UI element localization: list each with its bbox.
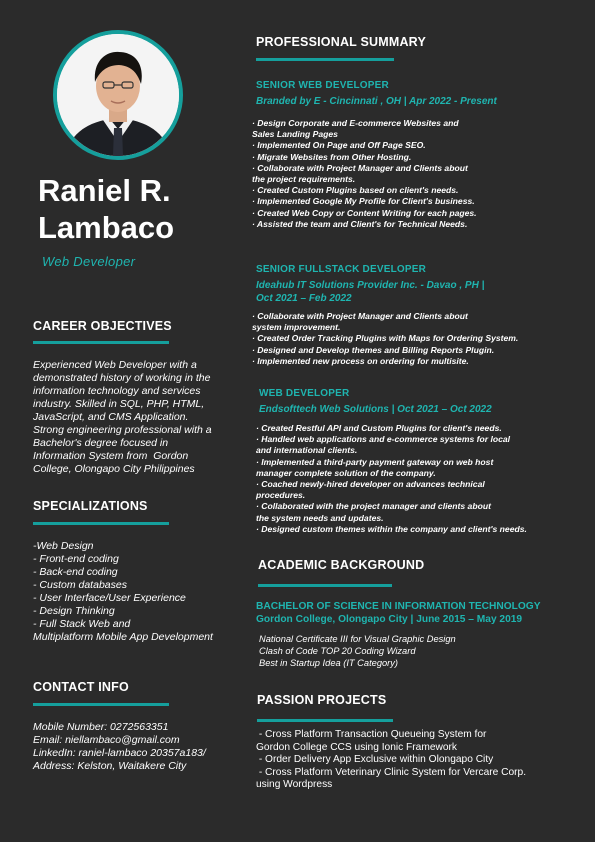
academic-divider bbox=[258, 584, 392, 587]
job-bullet: · Collaborate with Project Manager and Clients about bbox=[252, 162, 468, 173]
contact-mobile: Mobile Number: 0272563351 bbox=[33, 721, 169, 733]
certification-item: Best in Startup Idea (IT Category) bbox=[259, 658, 398, 668]
contact-linkedin: LinkedIn: raniel-lambaco 20357a183/ bbox=[33, 747, 206, 759]
specialization-item: -Web Design bbox=[33, 540, 94, 552]
job-company-line: Branded by E - Cincinnati , OH | Apr 2022 - Present bbox=[256, 96, 497, 107]
job-bullet: · Collaborated with the project manager and clients about bbox=[256, 501, 491, 512]
job-bullet: the system needs and updates. bbox=[256, 512, 384, 523]
job-bullet: manager complete solution of the company. bbox=[256, 467, 436, 478]
passion-project-item: - Cross Platform Veterinary Clinic System for Vercare Corp. bbox=[256, 766, 527, 778]
career-line: JavaScript, and CMS Application. bbox=[33, 411, 189, 423]
certification-item: National Certificate III for Visual Graphic Design bbox=[259, 634, 456, 644]
last-name: Lambaco bbox=[38, 210, 175, 245]
job-bullet: · Created Restful API and Custom Plugins for client's needs. bbox=[256, 423, 502, 433]
passion-projects-heading: PASSION PROJECTS bbox=[257, 693, 387, 707]
career-line: information technology and services bbox=[33, 385, 201, 397]
specialization-item: - Custom databases bbox=[33, 579, 127, 591]
passion-projects-list bbox=[256, 729, 526, 792]
job-bullet: · Implemented Google My Profile for Client's business. bbox=[252, 196, 475, 207]
job-company-line: Oct 2021 – Feb 2022 bbox=[256, 293, 352, 304]
passion-project-item: - Order Delivery App Exclusive within Olongapo City bbox=[256, 754, 494, 765]
job-bullet: · Assisted the team and Client's for Technical Needs. bbox=[252, 218, 468, 229]
career-divider bbox=[33, 341, 169, 344]
contact-divider bbox=[33, 703, 169, 706]
job-bullet: · Implemented a third-party payment gateway on web host bbox=[256, 456, 494, 467]
job-bullet: procedures. bbox=[256, 490, 306, 501]
first-name: Raniel R. bbox=[38, 173, 171, 208]
job-bullet: · Designed and Develop themes and Billing Reports Plugin. bbox=[252, 344, 495, 355]
full-name bbox=[38, 172, 238, 246]
specialization-item: - Full Stack Web and bbox=[33, 618, 131, 630]
passion-project-item: - Cross Platform Transaction Queueing System for bbox=[256, 729, 487, 740]
job-bullet: · Created Web Copy or Content Writing for each pages. bbox=[252, 207, 477, 218]
job-bullets bbox=[256, 423, 527, 535]
specialization-item: - User Interface/User Experience bbox=[33, 592, 186, 604]
job-bullet: · Handled web applications and e-commerce systems for local bbox=[256, 434, 511, 445]
academic-background-heading: ACADEMIC BACKGROUND bbox=[258, 558, 425, 572]
job-bullet: · Design Corporate and E-commerce Websites and bbox=[252, 118, 459, 128]
avatar bbox=[53, 30, 183, 160]
job-role: Web Developer bbox=[42, 254, 136, 269]
job-bullet: · Migrate Websites from Other Hosting. bbox=[252, 151, 412, 162]
certification-item: Clash of Code TOP 20 Coding Wizard bbox=[259, 646, 416, 656]
summary-divider bbox=[256, 58, 394, 61]
passion-divider bbox=[257, 719, 393, 722]
job-bullet: Sales Landing Pages bbox=[252, 129, 338, 140]
contact-address: Address: Kelston, Waitakere City bbox=[33, 760, 187, 772]
job-title: SENIOR FULLSTACK DEVELOPER bbox=[256, 264, 427, 275]
specialization-item: Multiplatform Mobile App Development bbox=[33, 631, 213, 643]
job-bullet: · Collaborate with Project Manager and Clients about bbox=[252, 311, 468, 321]
job-bullet: · Created Custom Plugins based on client's needs. bbox=[252, 185, 459, 196]
job-bullet: · Implemented new process on ordering for multisite. bbox=[252, 355, 469, 366]
degree-title: BACHELOR OF SCIENCE IN INFORMATION TECHNOLOGY bbox=[256, 601, 541, 612]
career-line: Bachelor's degree focused in bbox=[33, 437, 169, 449]
specialization-item: - Design Thinking bbox=[33, 605, 115, 617]
school-name: Gordon College, Olongapo City | June 2015 – May 2019 bbox=[256, 614, 523, 625]
career-line: demonstrated history of working in the bbox=[33, 372, 211, 384]
job-company-line: Ideahub IT Solutions Provider Inc. - Davao , PH | bbox=[256, 280, 485, 291]
job-company bbox=[259, 403, 492, 416]
career-line: Strong engineering professional with a bbox=[33, 424, 212, 436]
career-line: Experienced Web Developer with a bbox=[33, 359, 197, 371]
specializations-list bbox=[33, 540, 213, 644]
job-bullets bbox=[252, 118, 477, 230]
job-bullet: · Created Order Tracking Plugins with Maps for Ordering System. bbox=[252, 333, 519, 344]
specializations-heading: SPECIALIZATIONS bbox=[33, 499, 148, 513]
job-bullet: and international clients. bbox=[256, 445, 358, 456]
specializations-divider bbox=[33, 522, 169, 525]
job-company bbox=[256, 95, 497, 108]
career-line: Information System from Gordon bbox=[33, 450, 189, 462]
career-objectives-text bbox=[33, 359, 212, 476]
job-bullets bbox=[252, 311, 518, 367]
job-title: SENIOR WEB DEVELOPER bbox=[256, 80, 389, 91]
certifications-list bbox=[259, 633, 456, 669]
passion-project-item: using Wordpress bbox=[256, 779, 333, 790]
job-bullet: · Coached newly-hired developer on advances technical bbox=[256, 479, 485, 490]
job-bullet: · Implemented On Page and Off Page SEO. bbox=[252, 140, 426, 151]
career-line: College, Olongapo City Philippines bbox=[33, 463, 195, 475]
job-bullet: system improvement. bbox=[252, 322, 341, 333]
career-objectives-heading: CAREER OBJECTIVES bbox=[33, 319, 172, 333]
specialization-item: - Front-end coding bbox=[33, 553, 119, 565]
professional-summary-heading: PROFESSIONAL SUMMARY bbox=[256, 35, 426, 49]
career-line: industry. Skilled in SQL, PHP, HTML, bbox=[33, 398, 205, 410]
job-bullet: the project requirements. bbox=[252, 174, 356, 185]
job-bullet: · Designed custom themes within the company and client's needs. bbox=[256, 523, 527, 534]
specialization-item: - Back-end coding bbox=[33, 566, 118, 578]
contact-info-list bbox=[33, 721, 206, 773]
contact-info-heading: CONTACT INFO bbox=[33, 680, 129, 694]
passion-project-item: Gordon College CCS using Ionic Framework bbox=[256, 741, 458, 753]
job-title: WEB DEVELOPER bbox=[259, 388, 350, 399]
job-company bbox=[256, 279, 484, 305]
contact-email: Email: niellambaco@gmail.com bbox=[33, 734, 180, 746]
job-company-line: Endsofttech Web Solutions | Oct 2021 – Oct 2022 bbox=[259, 404, 492, 415]
